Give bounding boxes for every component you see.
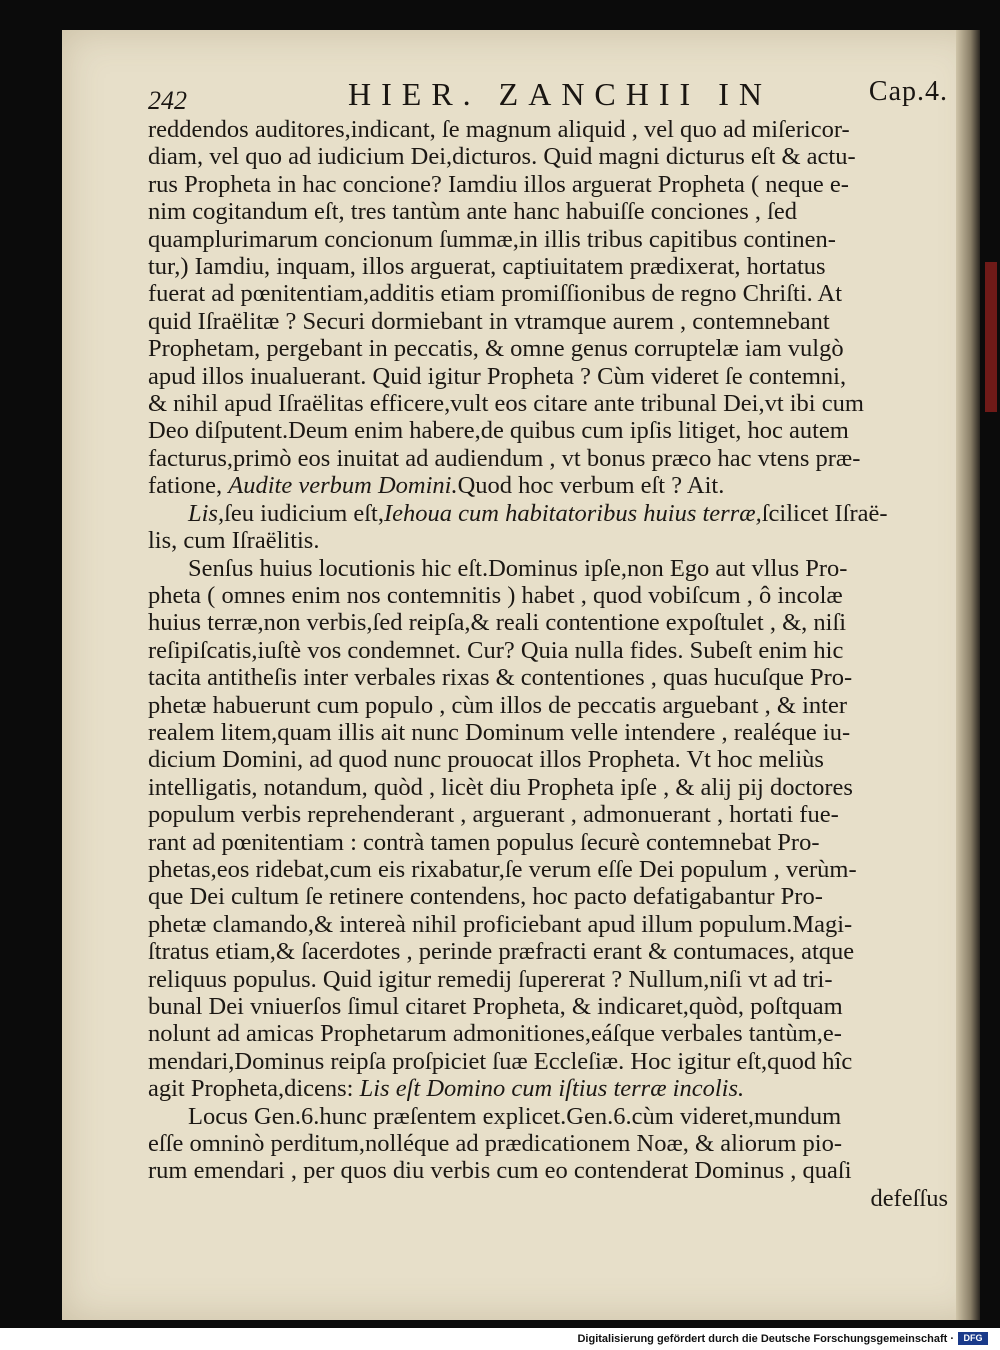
- text-line: [148, 445, 958, 472]
- text-segment: pheta ( omnes enim nos contemnitis ) habet , quod vobiſcum , ô incolæ: [148, 581, 843, 609]
- text-segment: facturus,primò eos inuitat ad audiendum , vt bonus præco hac vtens præ-: [148, 444, 861, 472]
- text-line: [148, 198, 958, 225]
- text-segment: nolunt ad amicas Prophetarum admonitiones,eáſque verbales tantùm,e-: [148, 1020, 842, 1048]
- text-line: [148, 637, 958, 664]
- text-segment: reddendos auditores,indicant, ſe magnum aliquid , vel quo ad miſericor-: [148, 116, 850, 143]
- text-segment: fuerat ad pœnitentiam,additis etiam promiſſionibus de regno Chriſti. At: [148, 280, 843, 308]
- text-line: [148, 1103, 958, 1130]
- page-number: 242: [148, 86, 187, 115]
- text-line: [148, 993, 958, 1020]
- text-segment: quid Iſraëlitæ ? Securi dormiebant in vtramque aurem , contemnebant: [148, 307, 830, 335]
- text-segment: bunal Dei vniuerſos ſimul citaret Propheta, & indicaret,quòd, poſtquam: [148, 993, 843, 1020]
- text-segment: ſcilicet Iſraë-: [761, 499, 888, 527]
- text-segment: rus Propheta in hac concione? Iamdiu illos arguerat Propheta ( neque e-: [148, 170, 849, 198]
- text-line: [148, 527, 958, 554]
- text-line: [148, 417, 958, 444]
- italic-phrase: Lis eſt Domino cum iſtius terræ incolis.: [359, 1075, 745, 1103]
- text-line: [148, 390, 958, 417]
- italic-phrase: Lis,: [188, 499, 225, 527]
- text-line: [148, 308, 958, 335]
- text-line: [148, 555, 958, 582]
- text-segment: Senſus huius locutionis hic eſt.Dominus ipſe,non Ego aut vllus Pro-: [188, 554, 848, 582]
- text-line: [148, 911, 958, 938]
- text-line: [148, 829, 958, 856]
- text-segment: diam, vel quo ad iudicium Dei,dicturos. Quid magni dicturus eſt & actu-: [148, 143, 856, 171]
- text-line: [148, 253, 958, 280]
- text-segment: phetæ habuerunt cum populo , cùm illos de peccatis arguebant , & inter: [148, 691, 847, 719]
- italic-phrase: Audite verbum Domini.: [228, 472, 458, 500]
- text-line: [148, 143, 958, 170]
- text-line: [148, 801, 958, 828]
- text-segment: phetæ clamando,& intereà nihil proficiebant apud illum populum.Magi-: [148, 910, 853, 938]
- text-segment: realem litem,quam illis ait nunc Dominum velle intendere , realéque iu-: [148, 718, 851, 746]
- text-segment: & nihil apud Iſraëlitas efficere,vult eos citare ante tribunal Dei,vt ibi cum: [148, 390, 864, 418]
- funding-credit: Digitalisierung gefördert durch die Deutsche Forschungsgemeinschaft ·: [577, 1333, 954, 1345]
- text-segment: ſeu iudicium eſt,: [224, 499, 384, 527]
- text-line: [148, 1130, 958, 1157]
- text-segment: ſtratus etiam,& ſacerdotes , perinde præfracti erant & contumaces, atque: [148, 938, 855, 966]
- text-segment: Quod hoc verbum eſt ? Ait.: [457, 472, 725, 500]
- text-segment: lis, cum Iſraëlitis.: [148, 527, 320, 555]
- text-line: [148, 664, 958, 691]
- text-line: [148, 609, 958, 636]
- body-text: [148, 116, 958, 1212]
- text-segment: rant ad pœnitentiam : contrà tamen populus ſecurè contemnebat Pro-: [148, 828, 820, 856]
- text-line: [148, 692, 958, 719]
- text-segment: Prophetam, pergebant in peccatis, & omne genus corruptelæ iam vulgò: [148, 335, 844, 363]
- bookmark-ribbon: [985, 262, 997, 412]
- text-line: [148, 500, 958, 527]
- text-line: [148, 582, 958, 609]
- text-segment: populum verbis reprehenderant , arguerant , admonuerant , hortati fue-: [148, 801, 839, 829]
- text-line: [148, 746, 958, 773]
- text-segment: tacita antitheſis inter verbales rixas & contentiones , quas hucuſque Pro-: [148, 664, 853, 692]
- text-line: [148, 1048, 958, 1075]
- text-segment: mendari,Dominus reipſa proſpiciet ſuæ Eccleſiæ. Hoc igitur eſt,quod hîc: [148, 1047, 853, 1075]
- text-line: [148, 883, 958, 910]
- text-segment: Locus Gen.6.hunc præſentem explicet.Gen.6.cùm videret,mundum: [188, 1102, 842, 1130]
- text-segment: phetas,eos ridebat,cum eis rixabatur,ſe verum eſſe Dei populum , verùm-: [148, 855, 857, 883]
- text-line: [148, 856, 958, 883]
- text-segment: intelligatis, notandum, quòd , licèt diu Propheta ipſe , & alij pij doctores: [148, 773, 853, 801]
- text-segment: rum emendari , per quos diu verbis cum eo contenderat Dominus , quaſi: [148, 1157, 852, 1185]
- page-edge: [956, 30, 980, 1320]
- footer-bar: [0, 1328, 1000, 1350]
- text-line: [148, 1157, 958, 1184]
- text-line: [148, 116, 958, 143]
- catchword: defeſſus: [870, 1184, 948, 1212]
- text-segment: dicium Domini, ad quod nunc prouocat illos Propheta. Vt hoc meliùs: [148, 746, 824, 774]
- text-segment: quamplurimarum concionum ſummæ,in illis tribus capitibus continen-: [148, 225, 836, 253]
- text-line: [148, 719, 958, 746]
- text-segment: nim cogitandum eſt, tres tantùm ante hanc habuiſſe conciones , ſed: [148, 198, 798, 226]
- text-segment: huius terræ,non verbis,ſed reipſa,& reali contentione expoſtulet , &, niſi: [148, 609, 847, 637]
- text-line: [148, 966, 958, 993]
- text-line: [148, 171, 958, 198]
- running-title: HIER. ZANCHII IN: [348, 76, 772, 112]
- text-line: [148, 1020, 958, 1047]
- dfg-logo: DFG: [958, 1332, 988, 1345]
- text-line: [148, 280, 958, 307]
- text-line: [148, 1075, 958, 1102]
- text-segment: tur,) Iamdiu, inquam, illos arguerat, captiuitatem prædixerat, hortatus: [148, 253, 826, 281]
- text-line: [148, 774, 958, 801]
- text-line: [148, 226, 958, 253]
- text-segment: reliquus populus. Quid igitur remedij ſupererat ? Nullum,niſi vt ad tri-: [148, 965, 833, 993]
- text-line: [148, 472, 958, 499]
- text-segment: agit Propheta,dicens:: [148, 1075, 360, 1103]
- text-line: [148, 363, 958, 390]
- text-line: [148, 938, 958, 965]
- text-segment: reſipiſcatis,iuſtè vos condemnet. Cur? Quia nulla fides. Subeſt enim hic: [148, 636, 844, 664]
- text-segment: que Dei cultum ſe retinere contendens, hoc pacto defatigabantur Pro-: [148, 883, 823, 911]
- text-segment: Deo diſputent.Deum enim habere,de quibus cum ipſis litiget, hoc autem: [148, 417, 849, 445]
- text-line: [148, 335, 958, 362]
- italic-phrase: Iehoua cum habitatoribus huius terræ,: [384, 499, 762, 527]
- text-segment: eſſe omninò perditum,nolléque ad prædicationem Noæ, & aliorum pio-: [148, 1130, 843, 1158]
- text-segment: apud illos inualuerant. Quid igitur Propheta ? Cùm videret ſe contemni,: [148, 362, 847, 390]
- chapter-label: Cap.4.: [868, 76, 948, 107]
- text-segment: fatione,: [148, 472, 229, 500]
